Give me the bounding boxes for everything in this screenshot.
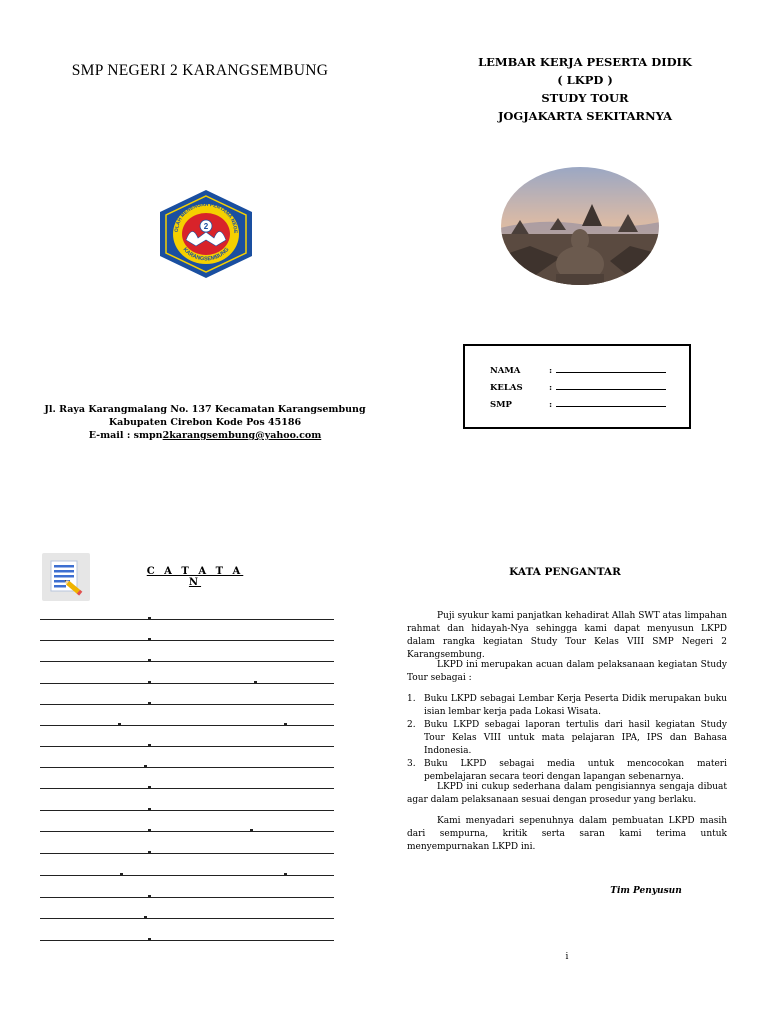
- title-line-1: LEMBAR KERJA PESERTA DIDIK: [478, 55, 692, 69]
- preface-paragraph-2: LKPD ini merupakan acuan dalam pelaksanaan kegiatan Study Tour sebagai :: [407, 660, 727, 683]
- note-line[interactable]: [40, 704, 334, 705]
- email-link[interactable]: 2karangsembung@yahoo.com: [162, 430, 322, 441]
- logo-text-top: OLAH MENENGAH PERTAMA NEGE: [173, 201, 239, 234]
- logo-number: 2: [203, 222, 209, 231]
- address-line-2: Kabupaten Cirebon Kode Pos 45186: [108, 417, 302, 428]
- list-item: [407, 693, 727, 719]
- id-label-kelas: KELAS: [490, 383, 523, 393]
- preface-title: KATA PENGANTAR: [509, 566, 621, 578]
- id-label-nama: NAMA: [490, 366, 521, 376]
- title-line-3: STUDY TOUR: [541, 91, 629, 105]
- notes-title: C A T A T A N: [146, 566, 244, 588]
- note-line[interactable]: [40, 661, 334, 662]
- note-line[interactable]: [40, 640, 334, 641]
- id-sep: :: [549, 383, 553, 393]
- school-name: SMP NEGERI 2 KARANGSEMBUNG: [71, 62, 329, 79]
- id-label-smp: SMP: [490, 400, 512, 410]
- list-text: Buku LKPD sebagai media untuk mencocokan materi pembelajaran secara teori dengan lapangan sebenarnya.: [424, 759, 727, 782]
- list-number: 2.: [407, 720, 416, 730]
- note-line[interactable]: [40, 619, 334, 620]
- note-line[interactable]: [40, 788, 334, 789]
- title-line-2: ( LKPD ): [557, 73, 613, 87]
- preface-paragraph-4: Kami menyadari sepenuhnya dalam pembuatan LKPD masih dari sempurna, kritik serta saran kami terima untuk menyempurnakan LKPD ini.: [407, 816, 727, 852]
- note-line[interactable]: [40, 897, 334, 898]
- title-line-4: JOGJAKARTA SEKITARNYA: [497, 109, 673, 123]
- note-line[interactable]: [40, 918, 334, 919]
- note-line[interactable]: [40, 746, 334, 747]
- list-number: 1.: [407, 694, 416, 704]
- preface-paragraph-3: LKPD ini cukup sederhana dalam pengisiannya sengaja dibuat agar dalam pelaksanaan sesuai dengan prosedur yang berlaku.: [407, 782, 727, 805]
- note-line[interactable]: [40, 831, 334, 832]
- list-text: Buku LKPD sebagai laporan tertulis dari hasil kegiatan Study Tour Kelas VIII untuk mata pelajaran IPA, IPS dan Bahasa Indonesia.: [424, 720, 727, 756]
- preface-paragraph-1: Puji syukur kami panjatkan kehadirat Allah SWT atas limpahan rahmat dan hidayah-Nya sehingga kami dapat menyusun LKPD dalam rangka kegiatan Study Tour Kelas VIII SMP Negeri 2 Karangsembung.: [407, 611, 727, 660]
- list-number: 3.: [407, 759, 416, 769]
- id-sep: :: [549, 366, 553, 376]
- note-line[interactable]: [40, 810, 334, 811]
- note-line[interactable]: [40, 725, 334, 726]
- email-prefix: E-mail : smpn: [88, 430, 163, 441]
- note-line[interactable]: [40, 940, 334, 941]
- logo-text-bottom: KARANGSEMBUNG: [181, 246, 231, 263]
- id-sep: :: [549, 400, 553, 410]
- note-line[interactable]: [40, 853, 334, 854]
- page-number: i: [565, 952, 569, 962]
- note-line[interactable]: [40, 767, 334, 768]
- address-line-1: Jl. Raya Karangmalang No. 137 Kecamatan Karangsembung: [44, 404, 366, 415]
- note-line[interactable]: [40, 683, 334, 684]
- list-item: [407, 719, 727, 758]
- list-text: Buku LKPD sebagai Lembar Kerja Peserta Didik merupakan buku isian lembar kerja pada Lokasi Wisata.: [424, 694, 727, 717]
- preface-list: [407, 693, 727, 784]
- note-line[interactable]: [40, 875, 334, 876]
- signer: Tim Penyusun: [610, 886, 682, 896]
